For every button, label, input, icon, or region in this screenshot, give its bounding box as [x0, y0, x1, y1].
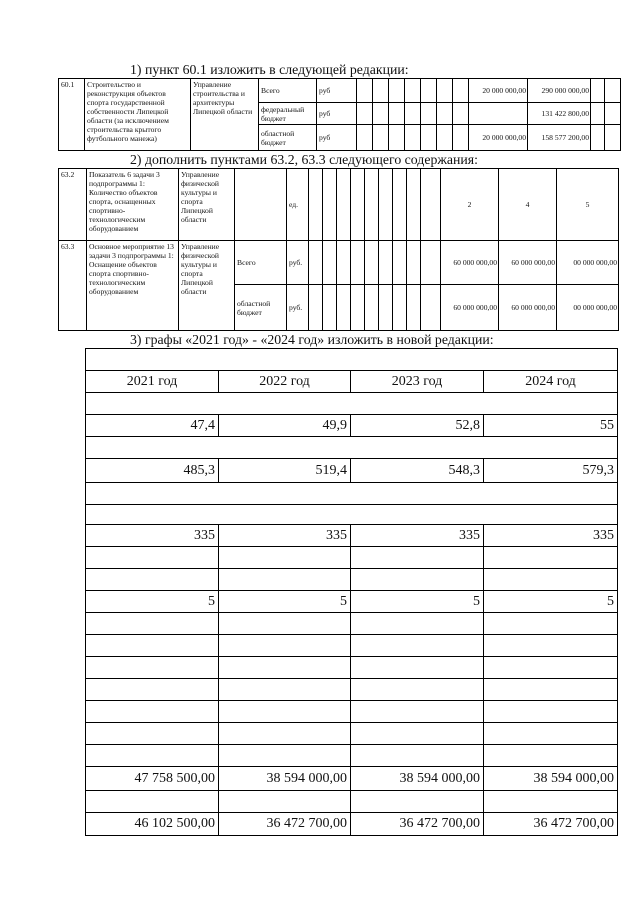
empty-cell [389, 125, 405, 151]
value-cell: 36 472 700,00 [484, 813, 618, 836]
empty-cell [437, 125, 453, 151]
value-cell: 60 000 000,00 [499, 241, 557, 285]
empty-cell [379, 285, 393, 331]
item-number: 63.3 [59, 241, 87, 331]
value-cell: 20 000 000,00 [469, 79, 528, 103]
empty-cell [351, 169, 365, 241]
empty-cell [484, 569, 618, 591]
value-cell: 60 000 000,00 [441, 241, 499, 285]
empty-cell [351, 657, 484, 679]
heading-item-60-1: 1) пункт 60.1 изложить в следующей редакции: [130, 62, 409, 77]
empty-cell [219, 613, 351, 635]
unit-cell: руб. [287, 285, 309, 331]
table-row [86, 569, 618, 591]
empty-cell [393, 169, 407, 241]
value-cell: 49,9 [219, 415, 351, 437]
empty-cell [421, 103, 437, 125]
empty-cell [337, 169, 351, 241]
value-cell: 335 [351, 525, 484, 547]
column-header: 2022 год [219, 371, 351, 393]
unit-cell: руб. [287, 241, 309, 285]
empty-cell [86, 791, 219, 813]
value-cell: 335 [86, 525, 219, 547]
value-cell [469, 103, 528, 125]
empty-cell [219, 723, 351, 745]
value-cell: 00 000 000,00 [557, 285, 619, 331]
empty-cell [605, 125, 621, 151]
empty-cell [484, 657, 618, 679]
empty-cell [379, 241, 393, 285]
table-row [86, 393, 618, 415]
empty-cell [373, 125, 389, 151]
table-row [86, 591, 618, 613]
value-cell: 579,3 [484, 459, 618, 483]
item-executor: Управление физической культуры и спорта Липецкой области [179, 241, 235, 331]
empty-cell [421, 125, 437, 151]
header-row [86, 371, 618, 393]
empty-cell [365, 169, 379, 241]
value-cell: 5 [557, 169, 619, 241]
empty-cell [86, 613, 219, 635]
value-cell: 4 [499, 169, 557, 241]
table-row [86, 483, 618, 505]
value-cell: 290 000 000,00 [528, 79, 591, 103]
empty-cell [365, 285, 379, 331]
item-executor: Управление строительства и архитектуры Липецкой области [191, 79, 259, 151]
empty-cell [365, 241, 379, 285]
item-executor: Управление физической культуры и спорта Липецкой области [179, 169, 235, 241]
empty-cell [323, 241, 337, 285]
empty-cell [407, 241, 421, 285]
empty-cell [407, 285, 421, 331]
empty-cell [323, 169, 337, 241]
value-cell: 5 [484, 591, 618, 613]
empty-cell [421, 79, 437, 103]
value-cell: 60 000 000,00 [499, 285, 557, 331]
empty-cell [591, 125, 605, 151]
empty-cell [86, 723, 219, 745]
empty-cell [421, 285, 441, 331]
value-cell: 20 000 000,00 [469, 125, 528, 151]
empty-cell [219, 635, 351, 657]
empty-cell [484, 613, 618, 635]
empty-cell [86, 569, 219, 591]
value-cell: 548,3 [351, 459, 484, 483]
value-cell: 36 472 700,00 [219, 813, 351, 836]
empty-cell [605, 79, 621, 103]
empty-cell [351, 241, 365, 285]
empty-cell [484, 791, 618, 813]
table-row [86, 723, 618, 745]
empty-cell [591, 79, 605, 103]
empty-cell [373, 103, 389, 125]
item-number: 63.2 [59, 169, 87, 241]
value-cell: 55 [484, 415, 618, 437]
table-row [59, 241, 619, 285]
table-row [86, 349, 618, 371]
value-cell: 519,4 [219, 459, 351, 483]
table-row [86, 813, 618, 836]
empty-cell [357, 125, 373, 151]
table-row [86, 635, 618, 657]
empty-cell [389, 79, 405, 103]
empty-cell [309, 241, 323, 285]
empty-cell [351, 285, 365, 331]
table-row [86, 657, 618, 679]
table-row [86, 791, 618, 813]
unit-cell: руб [317, 125, 357, 151]
table-items-63 [58, 168, 619, 331]
empty-cell [86, 437, 618, 459]
empty-cell [309, 285, 323, 331]
empty-cell [86, 745, 219, 767]
empty-cell [219, 745, 351, 767]
empty-cell [219, 569, 351, 591]
value-cell: 38 594 000,00 [351, 767, 484, 791]
empty-cell [337, 285, 351, 331]
empty-cell [405, 103, 421, 125]
value-cell: 2 [441, 169, 499, 241]
empty-cell [453, 79, 469, 103]
empty-cell [484, 701, 618, 723]
empty-cell [86, 505, 618, 525]
empty-cell [235, 169, 287, 241]
empty-cell [351, 679, 484, 701]
value-cell: 335 [484, 525, 618, 547]
empty-cell [86, 547, 219, 569]
empty-cell [421, 169, 441, 241]
value-cell: 5 [351, 591, 484, 613]
table-row [86, 525, 618, 547]
funding-source: Всего [235, 241, 287, 285]
empty-cell [484, 635, 618, 657]
unit-cell: руб [317, 103, 357, 125]
table-years-2021-2024 [85, 348, 618, 836]
column-header: 2023 год [351, 371, 484, 393]
value-cell: 47 758 500,00 [86, 767, 219, 791]
empty-cell [219, 547, 351, 569]
empty-cell [219, 701, 351, 723]
table-row [86, 547, 618, 569]
value-cell: 485,3 [86, 459, 219, 483]
table-row [59, 169, 619, 241]
empty-cell [393, 241, 407, 285]
column-header: 2021 год [86, 371, 219, 393]
empty-cell [351, 635, 484, 657]
table-row [86, 767, 618, 791]
funding-source: Всего [259, 79, 317, 103]
heading-columns-2021-2024: 3) графы «2021 год» - «2024 год» изложить в новой редакции: [130, 332, 494, 347]
empty-cell [379, 169, 393, 241]
value-cell: 131 422 800,00 [528, 103, 591, 125]
empty-cell [373, 79, 389, 103]
empty-cell [357, 79, 373, 103]
empty-cell [86, 349, 618, 371]
empty-cell [421, 241, 441, 285]
empty-cell [357, 103, 373, 125]
empty-cell [484, 679, 618, 701]
table-row [86, 437, 618, 459]
empty-cell [351, 791, 484, 813]
empty-cell [437, 79, 453, 103]
empty-cell [453, 125, 469, 151]
empty-cell [405, 79, 421, 103]
value-cell: 00 000 000,00 [557, 241, 619, 285]
empty-cell [407, 169, 421, 241]
empty-cell [484, 745, 618, 767]
value-cell: 52,8 [351, 415, 484, 437]
value-cell: 46 102 500,00 [86, 813, 219, 836]
empty-cell [86, 635, 219, 657]
empty-cell [219, 657, 351, 679]
empty-cell [351, 569, 484, 591]
item-name: Показатель 6 задачи 3 подпрограммы 1: Количество объектов спорта, оснащенных спортивно-технологическим оборудованием [87, 169, 179, 241]
empty-cell [389, 103, 405, 125]
table-row [86, 745, 618, 767]
empty-cell [351, 701, 484, 723]
value-cell: 5 [86, 591, 219, 613]
empty-cell [437, 103, 453, 125]
empty-cell [323, 285, 337, 331]
table-item-60-1 [58, 78, 621, 151]
value-cell: 38 594 000,00 [484, 767, 618, 791]
table-row [59, 79, 621, 103]
column-header: 2024 год [484, 371, 618, 393]
heading-items-63-2-63-3: 2) дополнить пунктами 63.2, 63.3 следующего содержания: [130, 152, 478, 167]
empty-cell [351, 723, 484, 745]
empty-cell [219, 679, 351, 701]
table-row [86, 505, 618, 525]
table-row [86, 679, 618, 701]
table-row [86, 701, 618, 723]
empty-cell [351, 745, 484, 767]
empty-cell [484, 547, 618, 569]
item-number: 60.1 [59, 79, 85, 151]
empty-cell [337, 241, 351, 285]
table-row [86, 415, 618, 437]
table-row [86, 459, 618, 483]
item-name: Основное мероприятие 13 задачи 3 подпрограммы 1: Оснащение объектов спорта спортивно-технологическим оборудованием [87, 241, 179, 331]
empty-cell [453, 103, 469, 125]
value-cell: 5 [219, 591, 351, 613]
value-cell: 60 000 000,00 [441, 285, 499, 331]
unit-cell: ед. [287, 169, 309, 241]
value-cell: 335 [219, 525, 351, 547]
value-cell: 47,4 [86, 415, 219, 437]
empty-cell [86, 701, 219, 723]
empty-cell [86, 393, 618, 415]
value-cell: 158 577 200,00 [528, 125, 591, 151]
empty-cell [86, 657, 219, 679]
funding-source: областной бюджет [259, 125, 317, 151]
item-name: Строительство и реконструкция объектов спорта государственной собственности Липецкой области (за исключением строительства крытого футбольного манежа) [85, 79, 191, 151]
empty-cell [405, 125, 421, 151]
unit-cell: руб [317, 79, 357, 103]
empty-cell [86, 483, 618, 505]
empty-cell [351, 613, 484, 635]
empty-cell [591, 103, 605, 125]
funding-source: областной бюджет [235, 285, 287, 331]
empty-cell [309, 169, 323, 241]
empty-cell [484, 723, 618, 745]
value-cell: 38 594 000,00 [219, 767, 351, 791]
table-row [86, 613, 618, 635]
empty-cell [605, 103, 621, 125]
empty-cell [86, 679, 219, 701]
value-cell: 36 472 700,00 [351, 813, 484, 836]
empty-cell [393, 285, 407, 331]
funding-source: федеральный бюджет [259, 103, 317, 125]
empty-cell [219, 791, 351, 813]
empty-cell [351, 547, 484, 569]
